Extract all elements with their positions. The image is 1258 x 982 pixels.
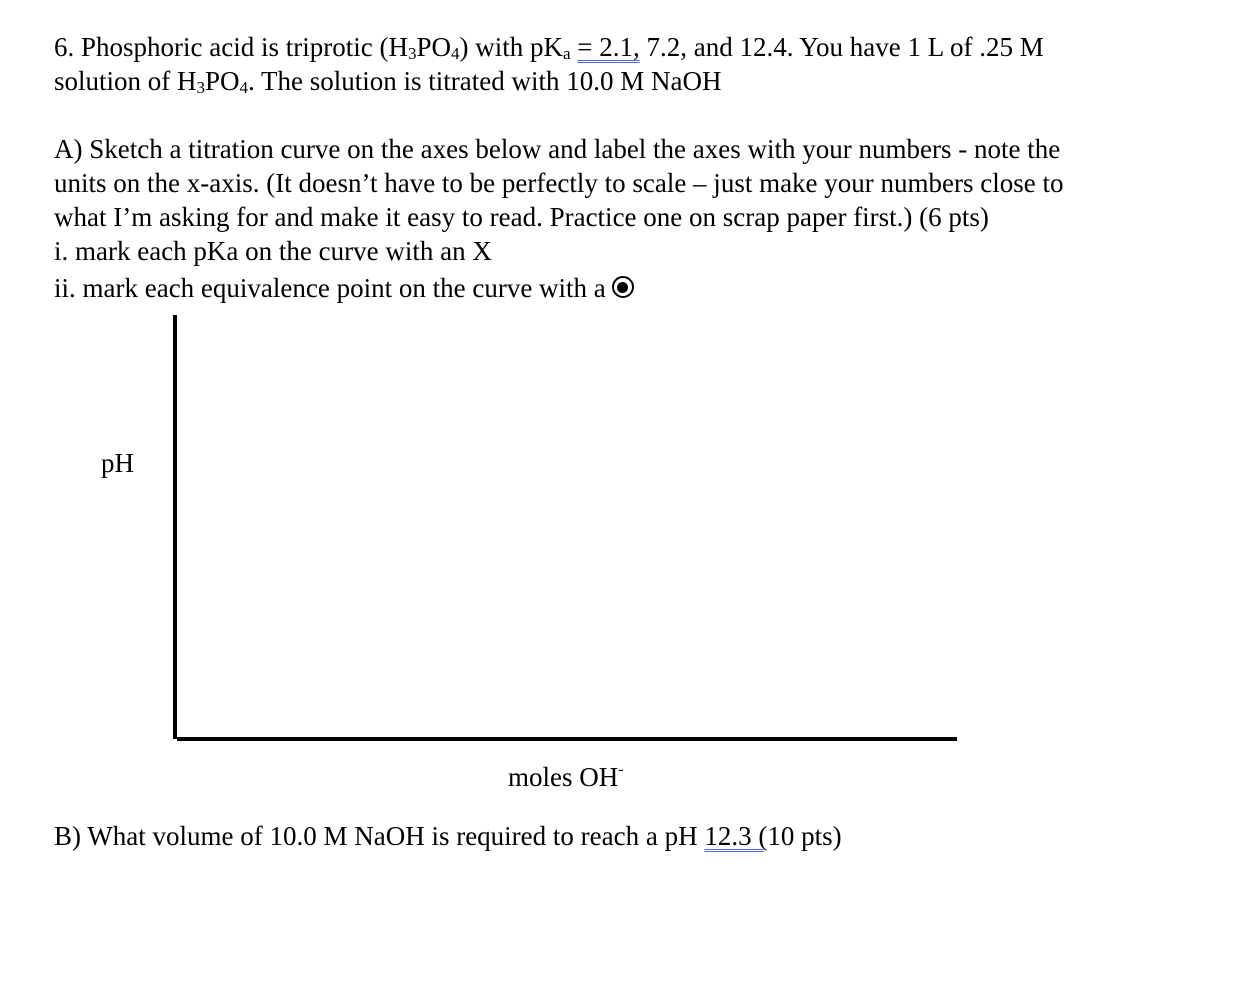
subscript: 3: [196, 78, 206, 97]
subscript: a: [562, 44, 571, 63]
subscript: 4: [450, 44, 460, 63]
x-axis: [177, 737, 957, 741]
pka-value-underlined: = 2.1,: [577, 32, 640, 62]
part-b-text: 10 pts): [767, 821, 842, 851]
subscript: 4: [239, 78, 249, 97]
part-b-line: [54, 819, 842, 853]
x-axis-label: [508, 760, 624, 794]
y-axis-label: pH: [101, 448, 134, 478]
part-b-text: B) What volume of 10.0 M NaOH is required to reach a pH: [54, 821, 705, 851]
question-text: . The solution is titrated with 10.0 M NaOH: [248, 66, 722, 96]
part-a-line-5: [54, 271, 634, 305]
question-text: solution of H: [54, 66, 197, 96]
part-a-line-2: units on the x-axis. (It doesn’t have to be perfectly to scale – just make your numbers close to: [54, 168, 1064, 198]
x-axis-label-text: moles OH: [508, 762, 619, 792]
subscript: 3: [407, 44, 417, 63]
question-text: ) with pK: [459, 32, 563, 62]
part-a-line-5-text: ii. mark each equivalence point on the curve with a: [54, 273, 606, 303]
filled-circle-icon: [612, 276, 634, 298]
part-a-line-4: i. mark each pKa on the curve with an X: [54, 236, 492, 266]
part-a-line-3: what I’m asking for and make it easy to read. Practice one on scrap paper first.) (6 pts): [54, 202, 989, 232]
question-text: 7.2, and 12.4. You have 1 L of .25 M: [639, 32, 1044, 62]
question-text: PO: [416, 32, 451, 62]
question-line-1: [54, 30, 1044, 64]
question-line-2: [54, 64, 722, 98]
superscript: -: [618, 761, 624, 778]
y-axis: [173, 315, 177, 739]
part-a-line-1: A) Sketch a titration curve on the axes below and label the axes with your numbers - note the: [54, 134, 1061, 164]
question-text: PO: [205, 66, 240, 96]
ph-value-underlined: 12.3 (: [704, 821, 768, 851]
question-text: Phosphoric acid is triprotic (H: [81, 32, 408, 62]
question-number: 6.: [54, 32, 75, 62]
